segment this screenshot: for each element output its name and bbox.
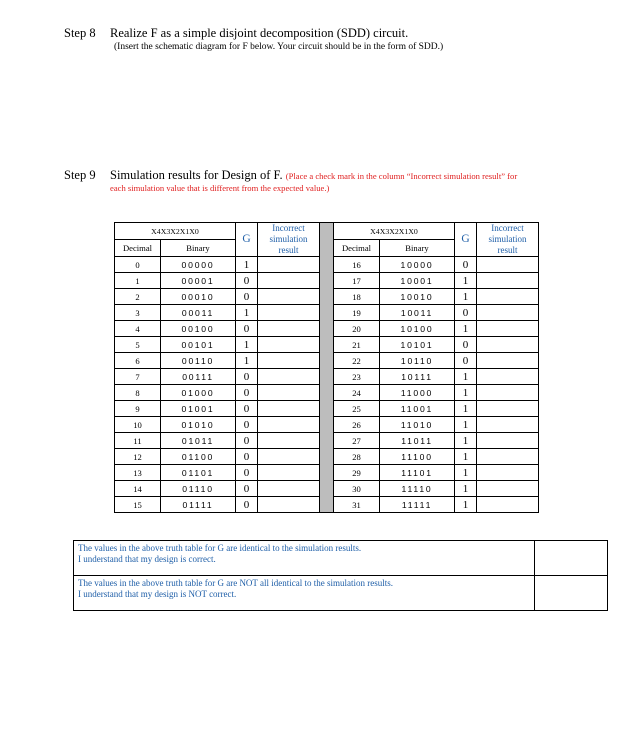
incorrect-result-cell[interactable] bbox=[477, 353, 539, 369]
step9-title: Simulation results for Design of F. bbox=[110, 168, 283, 182]
decimal-cell: 12 bbox=[115, 449, 161, 465]
incorrect-statement-line2: I understand that my design is NOT correct. bbox=[78, 589, 237, 599]
binary-cell: 11010 bbox=[380, 417, 455, 433]
binary-cell: 01000 bbox=[161, 385, 236, 401]
decimal-cell: 15 bbox=[115, 497, 161, 513]
incorrect-result-cell[interactable] bbox=[477, 401, 539, 417]
decimal-cell: 22 bbox=[334, 353, 380, 369]
binary-cell: 00110 bbox=[161, 353, 236, 369]
binary-cell: 00111 bbox=[161, 369, 236, 385]
step9-heading bbox=[64, 168, 517, 183]
g-cell: 1 bbox=[455, 321, 477, 337]
g-cell: 0 bbox=[236, 433, 258, 449]
binary-cell: 00010 bbox=[161, 289, 236, 305]
decimal-cell: 29 bbox=[334, 465, 380, 481]
decimal-header-right: Decimal bbox=[334, 240, 380, 257]
decimal-cell: 8 bbox=[115, 385, 161, 401]
decimal-cell: 1 bbox=[115, 273, 161, 289]
decimal-cell: 5 bbox=[115, 337, 161, 353]
g-cell: 1 bbox=[455, 481, 477, 497]
vars-header-left: X4X3X2X1X0 bbox=[115, 223, 236, 240]
decimal-cell: 19 bbox=[334, 305, 380, 321]
incorrect-result-cell[interactable] bbox=[258, 497, 320, 513]
g-cell: 1 bbox=[455, 449, 477, 465]
incorrect-result-cell[interactable] bbox=[258, 401, 320, 417]
g-cell: 0 bbox=[236, 481, 258, 497]
correct-checkbox-cell[interactable] bbox=[535, 541, 608, 576]
step8-heading bbox=[64, 26, 408, 41]
binary-header-left: Binary bbox=[161, 240, 236, 257]
decimal-cell: 16 bbox=[334, 257, 380, 273]
g-cell: 0 bbox=[455, 337, 477, 353]
g-cell: 1 bbox=[455, 289, 477, 305]
binary-cell: 11110 bbox=[380, 481, 455, 497]
incorrect-result-cell[interactable] bbox=[477, 465, 539, 481]
g-cell: 1 bbox=[236, 353, 258, 369]
binary-cell: 10101 bbox=[380, 337, 455, 353]
g-cell: 1 bbox=[455, 433, 477, 449]
decimal-cell: 23 bbox=[334, 369, 380, 385]
binary-cell: 00000 bbox=[161, 257, 236, 273]
binary-cell: 11001 bbox=[380, 401, 455, 417]
step8-instruction: (Insert the schematic diagram for F below. Your circuit should be in the form of SDD.) bbox=[114, 42, 444, 52]
incorrect-result-cell[interactable] bbox=[477, 433, 539, 449]
correct-statement-line1: The values in the above truth table for G are identical to the simulation results. bbox=[78, 543, 362, 553]
g-cell: 0 bbox=[236, 385, 258, 401]
incorrect-result-cell[interactable] bbox=[477, 369, 539, 385]
g-cell: 0 bbox=[236, 497, 258, 513]
decimal-cell: 27 bbox=[334, 433, 380, 449]
binary-cell: 00011 bbox=[161, 305, 236, 321]
vars-header-right: X4X3X2X1X0 bbox=[334, 223, 455, 240]
incorrect-statement bbox=[74, 576, 535, 611]
binary-cell: 00001 bbox=[161, 273, 236, 289]
incorrect-result-cell[interactable] bbox=[477, 481, 539, 497]
incorrect-header-line1: Incorrect bbox=[491, 223, 524, 233]
g-cell: 0 bbox=[236, 369, 258, 385]
decimal-header-left: Decimal bbox=[115, 240, 161, 257]
incorrect-result-cell[interactable] bbox=[477, 289, 539, 305]
decimal-cell: 0 bbox=[115, 257, 161, 273]
binary-cell: 11101 bbox=[380, 465, 455, 481]
correct-statement bbox=[74, 541, 535, 576]
binary-cell: 01110 bbox=[161, 481, 236, 497]
incorrect-result-cell[interactable] bbox=[477, 321, 539, 337]
decimal-cell: 7 bbox=[115, 369, 161, 385]
step8-number: Step 8 bbox=[64, 26, 96, 40]
decimal-cell: 14 bbox=[115, 481, 161, 497]
incorrect-result-cell[interactable] bbox=[477, 417, 539, 433]
incorrect-result-cell[interactable] bbox=[258, 433, 320, 449]
incorrect-result-cell[interactable] bbox=[258, 385, 320, 401]
g-cell: 0 bbox=[236, 289, 258, 305]
incorrect-header-line1: Incorrect bbox=[272, 223, 305, 233]
g-cell: 0 bbox=[455, 353, 477, 369]
g-cell: 1 bbox=[455, 273, 477, 289]
incorrect-result-cell[interactable] bbox=[477, 385, 539, 401]
incorrect-header-line3: result bbox=[278, 245, 299, 255]
decimal-cell: 25 bbox=[334, 401, 380, 417]
g-cell: 1 bbox=[236, 257, 258, 273]
binary-cell: 01001 bbox=[161, 401, 236, 417]
decimal-cell: 28 bbox=[334, 449, 380, 465]
incorrect-header-line3: result bbox=[497, 245, 518, 255]
binary-cell: 11100 bbox=[380, 449, 455, 465]
incorrect-header-left bbox=[258, 223, 320, 257]
binary-cell: 10100 bbox=[380, 321, 455, 337]
step9-note-line1: (Place a check mark in the column “Incorrect simulation result” for bbox=[285, 171, 518, 181]
confirmation-table bbox=[73, 540, 608, 611]
binary-cell: 01010 bbox=[161, 417, 236, 433]
g-cell: 0 bbox=[236, 273, 258, 289]
g-cell: 1 bbox=[236, 337, 258, 353]
incorrect-result-cell[interactable] bbox=[477, 273, 539, 289]
decimal-cell: 6 bbox=[115, 353, 161, 369]
binary-cell: 11000 bbox=[380, 385, 455, 401]
decimal-cell: 4 bbox=[115, 321, 161, 337]
truth-table bbox=[114, 222, 539, 513]
g-cell: 1 bbox=[455, 385, 477, 401]
incorrect-result-cell[interactable] bbox=[258, 481, 320, 497]
incorrect-result-cell[interactable] bbox=[477, 305, 539, 321]
incorrect-result-cell[interactable] bbox=[258, 449, 320, 465]
incorrect-header-line2: simulation bbox=[269, 234, 308, 244]
binary-header-right: Binary bbox=[380, 240, 455, 257]
decimal-cell: 20 bbox=[334, 321, 380, 337]
binary-cell: 10111 bbox=[380, 369, 455, 385]
binary-cell: 11111 bbox=[380, 497, 455, 513]
g-cell: 0 bbox=[236, 417, 258, 433]
g-cell: 0 bbox=[455, 257, 477, 273]
binary-cell: 10001 bbox=[380, 273, 455, 289]
incorrect-result-cell[interactable] bbox=[258, 305, 320, 321]
correct-statement-line2: I understand that my design is correct. bbox=[78, 554, 216, 564]
g-header-right: G bbox=[455, 223, 477, 257]
decimal-cell: 31 bbox=[334, 497, 380, 513]
incorrect-checkbox-cell[interactable] bbox=[535, 576, 608, 611]
binary-cell: 00100 bbox=[161, 321, 236, 337]
decimal-cell: 3 bbox=[115, 305, 161, 321]
g-cell: 0 bbox=[236, 401, 258, 417]
incorrect-result-cell[interactable] bbox=[258, 273, 320, 289]
decimal-cell: 2 bbox=[115, 289, 161, 305]
incorrect-result-cell[interactable] bbox=[477, 497, 539, 513]
incorrect-result-cell[interactable] bbox=[258, 417, 320, 433]
decimal-cell: 10 bbox=[115, 417, 161, 433]
incorrect-result-cell[interactable] bbox=[258, 321, 320, 337]
incorrect-result-cell[interactable] bbox=[477, 337, 539, 353]
decimal-cell: 11 bbox=[115, 433, 161, 449]
decimal-cell: 30 bbox=[334, 481, 380, 497]
g-cell: 1 bbox=[455, 401, 477, 417]
binary-cell: 10110 bbox=[380, 353, 455, 369]
decimal-cell: 17 bbox=[334, 273, 380, 289]
g-cell: 1 bbox=[455, 369, 477, 385]
incorrect-result-cell[interactable] bbox=[258, 369, 320, 385]
incorrect-result-cell[interactable] bbox=[258, 257, 320, 273]
incorrect-result-cell[interactable] bbox=[258, 289, 320, 305]
decimal-cell: 21 bbox=[334, 337, 380, 353]
incorrect-header-line2: simulation bbox=[488, 234, 527, 244]
binary-cell: 01100 bbox=[161, 449, 236, 465]
g-cell: 0 bbox=[236, 449, 258, 465]
binary-cell: 10010 bbox=[380, 289, 455, 305]
g-header-left: G bbox=[236, 223, 258, 257]
incorrect-result-cell[interactable] bbox=[258, 465, 320, 481]
incorrect-result-cell[interactable] bbox=[258, 337, 320, 353]
incorrect-result-cell[interactable] bbox=[477, 257, 539, 273]
decimal-cell: 9 bbox=[115, 401, 161, 417]
g-cell: 0 bbox=[236, 465, 258, 481]
decimal-cell: 13 bbox=[115, 465, 161, 481]
decimal-cell: 24 bbox=[334, 385, 380, 401]
binary-cell: 11011 bbox=[380, 433, 455, 449]
incorrect-result-cell[interactable] bbox=[477, 449, 539, 465]
g-cell: 0 bbox=[455, 305, 477, 321]
binary-cell: 00101 bbox=[161, 337, 236, 353]
binary-cell: 10011 bbox=[380, 305, 455, 321]
decimal-cell: 18 bbox=[334, 289, 380, 305]
binary-cell: 10000 bbox=[380, 257, 455, 273]
step9-note-line2: each simulation value that is different from the expected value.) bbox=[110, 183, 330, 193]
g-cell: 1 bbox=[236, 305, 258, 321]
step8-title: Realize F as a simple disjoint decomposition (SDD) circuit. bbox=[110, 26, 409, 40]
incorrect-result-cell[interactable] bbox=[258, 353, 320, 369]
binary-cell: 01111 bbox=[161, 497, 236, 513]
table-divider bbox=[320, 223, 334, 513]
binary-cell: 01011 bbox=[161, 433, 236, 449]
binary-cell: 01101 bbox=[161, 465, 236, 481]
incorrect-statement-line1: The values in the above truth table for G are NOT all identical to the simulation results. bbox=[78, 578, 393, 588]
g-cell: 1 bbox=[455, 497, 477, 513]
g-cell: 1 bbox=[455, 465, 477, 481]
incorrect-header-right bbox=[477, 223, 539, 257]
step9-number: Step 9 bbox=[64, 168, 96, 182]
decimal-cell: 26 bbox=[334, 417, 380, 433]
g-cell: 0 bbox=[236, 321, 258, 337]
g-cell: 1 bbox=[455, 417, 477, 433]
